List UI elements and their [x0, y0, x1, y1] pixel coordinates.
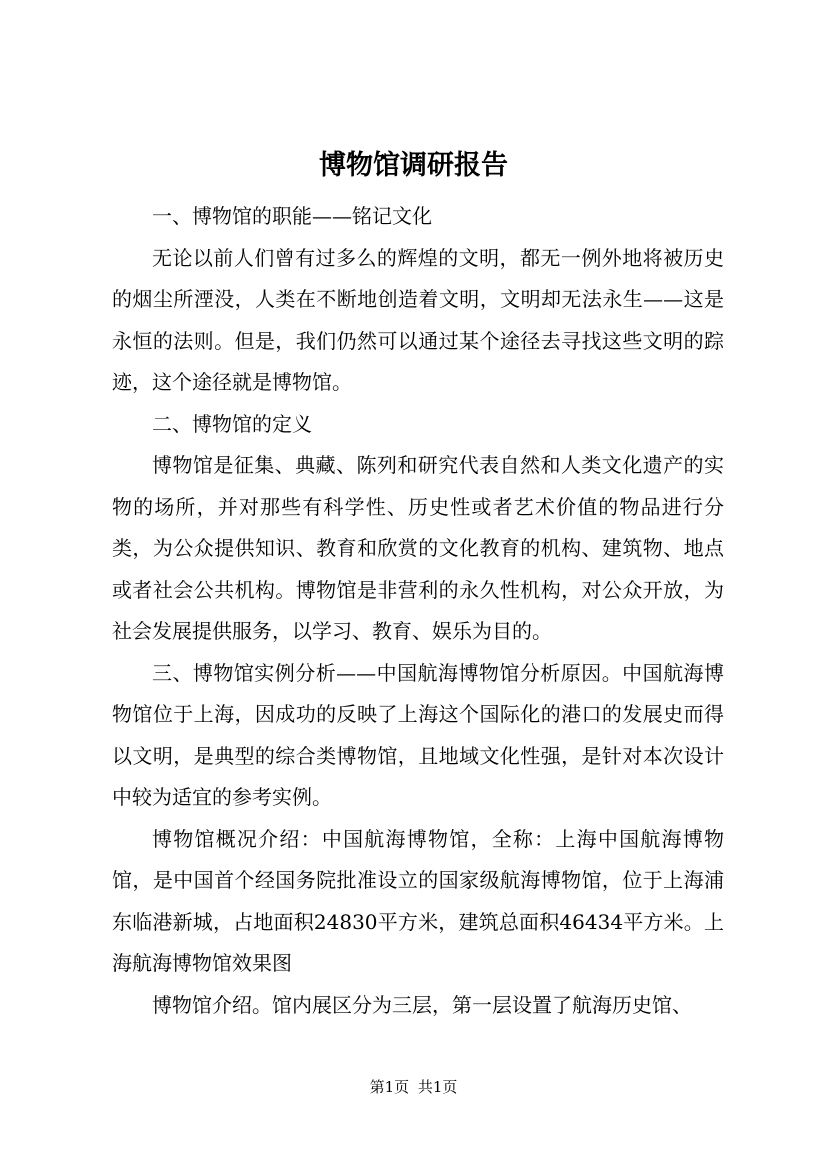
paragraph-1: 无论以前人们曾有过多么的辉煌的文明，都无一例外地将被历史的烟尘所湮没，人类在不断地创造着文明，文明却无法永生——这是永恒的法则。但是，我们仍然可以通过某个途径去寻找这些文明的踪迹，这个途径就是博物馆。 — [112, 245, 724, 394]
paragraph-5: 博物馆介绍。馆内展区分为三层，第一层设置了航海历史馆、 — [152, 992, 692, 1017]
paragraph-2: 博物馆是征集、典藏、陈列和研究代表自然和人类文化遗产的实物的场所，并对那些有科学性、历史性或者艺术价值的物品进行分类，为公众提供知识、教育和欣赏的文化教育的机构、建筑物、地点或者社会公共机构。博物馆是非营利的永久性机构，对公众开放，为社会发展提供服务，以学习、教育、娱乐为目的。 — [112, 453, 724, 643]
document-title: 博物馆调研报告 — [319, 150, 508, 181]
page-total: 共1页 — [417, 1078, 458, 1096]
page-number: 第1页 — [369, 1078, 410, 1096]
page-footer — [0, 1076, 827, 1098]
section-heading-2: 二、博物馆的定义 — [152, 411, 312, 436]
paragraph-4: 博物馆概况介绍：中国航海博物馆，全称：上海中国航海博物馆，是中国首个经国务院批准设立的国家级航海博物馆，位于上海浦东临港新城，占地面积24830平方米，建筑总面积46434平方米。上海航海博物馆效果图 — [112, 826, 724, 975]
section-heading-1: 一、博物馆的职能——铭记文化 — [152, 204, 432, 228]
paragraph-3: 三、博物馆实例分析——中国航海博物馆分析原因。中国航海博物馆位于上海，因成功的反映了上海这个国际化的港口的发展史而得以文明，是典型的综合类博物馆，且地域文化性强，是针对本次设计中较为适宜的参考实例。 — [112, 660, 724, 809]
document-body — [112, 196, 724, 1026]
